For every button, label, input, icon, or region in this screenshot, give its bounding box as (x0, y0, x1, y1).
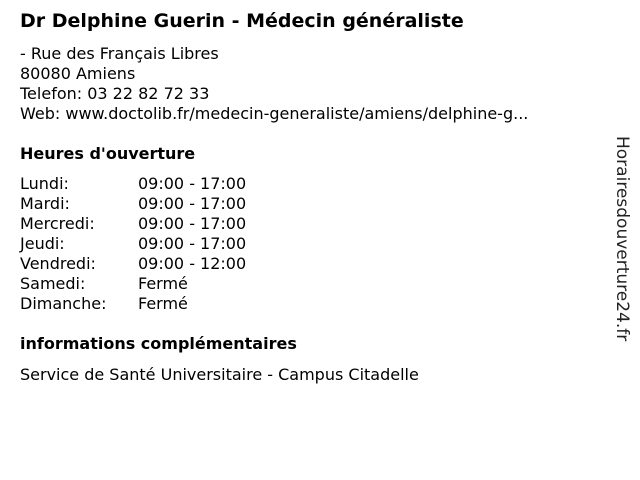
time-value: 09:00 - 17:00 (138, 194, 247, 213)
time-value: Fermé (138, 294, 188, 313)
time-value: 09:00 - 12:00 (138, 254, 247, 273)
time-value: 09:00 - 17:00 (138, 234, 247, 253)
page-title: Dr Delphine Guerin - Médecin généraliste (20, 10, 464, 32)
day-label: Vendredi: (20, 254, 96, 273)
day-label: Samedi: (20, 274, 86, 293)
time-value: Fermé (138, 274, 188, 293)
day-label: Mercredi: (20, 214, 95, 233)
street-address: - Rue des Français Libres (20, 44, 219, 63)
day-label: Mardi: (20, 194, 70, 213)
day-label: Dimanche: (20, 294, 107, 313)
address-block (20, 44, 528, 124)
hours-heading: Heures d'ouverture (20, 144, 196, 163)
info-heading: informations complémentaires (20, 334, 297, 353)
city-postcode: 80080 Amiens (20, 64, 136, 83)
time-value: 09:00 - 17:00 (138, 214, 247, 233)
website-link[interactable]: Web: www.doctolib.fr/medecin-generaliste/amiens/delphine-g... (20, 104, 529, 123)
phone-number: Telefon: 03 22 82 72 33 (20, 84, 210, 103)
day-label: Jeudi: (20, 234, 65, 253)
day-label: Lundi: (20, 174, 69, 193)
site-watermark: Horairesdouverture24.fr (612, 136, 632, 342)
info-text: Service de Santé Universitaire - Campus Citadelle (20, 365, 419, 384)
time-value: 09:00 - 17:00 (138, 174, 247, 193)
